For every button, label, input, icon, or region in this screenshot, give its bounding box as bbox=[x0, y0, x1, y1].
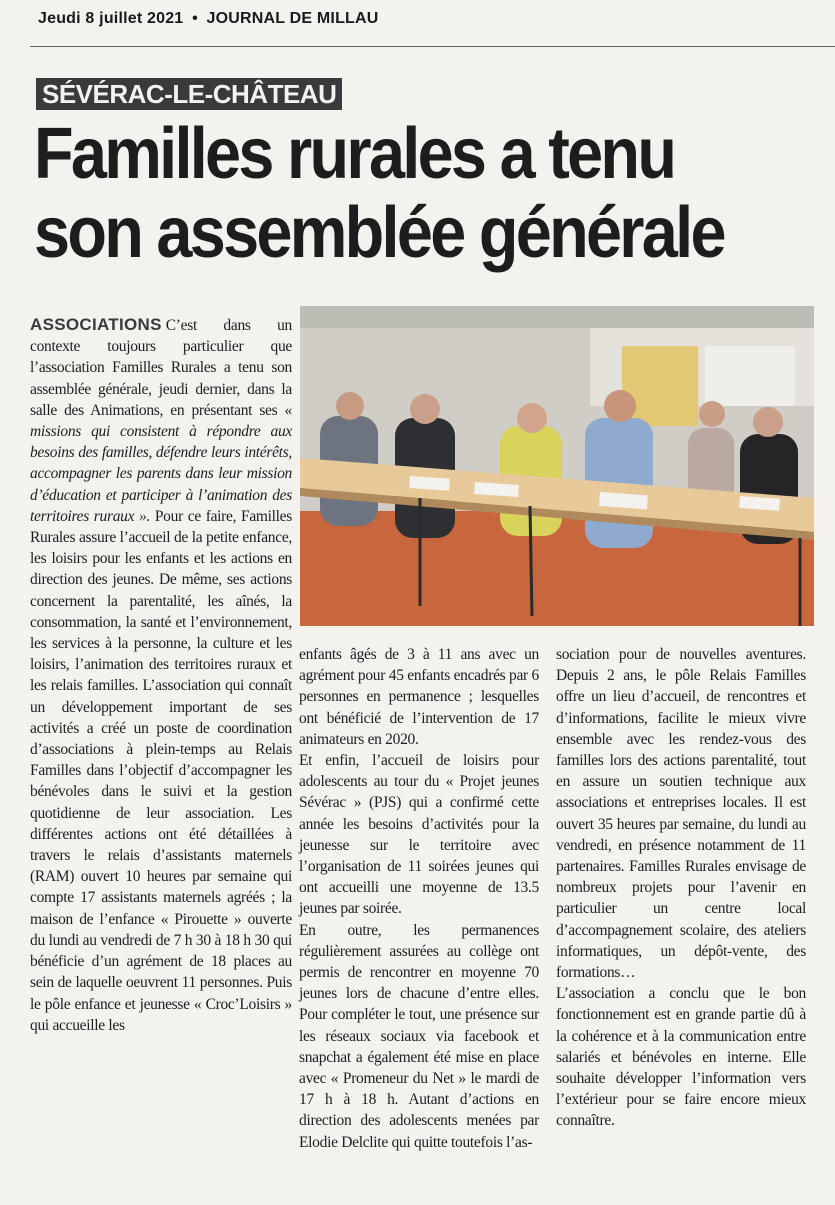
col2-paragraph-2: Et enfin, l’accueil de loisirs pour adolescents au tour du « Projet jeunes Sévérac » (PJS) qui a confirmé cette année les besoins d’activités pour la jeunesse sur le territoire avec l’organisation de 11 soirées jeunes qui ont accueilli une moyenne de 13.5 jeunes par soirée. bbox=[299, 752, 539, 918]
article-column-1 bbox=[30, 314, 292, 1036]
location-kicker: SÉVÉRAC-LE-CHÂTEAU bbox=[36, 78, 342, 110]
person-4-head bbox=[604, 390, 636, 422]
headline-line-1: Familles rurales a tenu bbox=[34, 114, 675, 194]
assembly-photo bbox=[300, 306, 814, 626]
col1-text-start: C’est dans un contexte toujours particulier que l’association Familles Rurales a tenu son assemblée générale, jeudi dernier, dans la salle des Animations, en présentant ses « bbox=[30, 317, 292, 419]
person-5-head bbox=[699, 401, 725, 427]
article-column-2 bbox=[299, 644, 539, 1153]
header-rule bbox=[30, 46, 835, 47]
page-header bbox=[38, 10, 379, 28]
lead-word: ASSOCIATIONS bbox=[30, 315, 162, 334]
photo-window bbox=[705, 346, 795, 406]
issue-date: Jeudi 8 juillet 2021 bbox=[38, 10, 184, 27]
article-column-3 bbox=[556, 644, 806, 1132]
article-paragraph bbox=[30, 314, 292, 1036]
col2-paragraph-1: enfants âgés de 3 à 11 ans avec un agrément pour 45 enfants encadrés par 6 personnes en permanence ; lesquelles ont bénéficié de l’intervention de 17 animateurs en 2020. bbox=[299, 646, 539, 748]
col2-paragraph-3: En outre, les permanences régulièrement assurées au collège ont permis de rencontrer en moyenne 70 jeunes lors de chacune d’entre elles. Pour compléter le tout, une présence sur les réseaux sociaux via facebook et snapchat a également été mise en place avec « Promeneur du Net » le mardi de 17 h à 18 h. Autant d’actions en direction des adolescents menées par Elodie Delclite qui quitte toutefois l’as- bbox=[299, 921, 539, 1151]
person-3-head bbox=[517, 403, 547, 433]
publication-name: JOURNAL DE MILLAU bbox=[206, 10, 379, 27]
header-bullet: • bbox=[192, 10, 198, 27]
photo-ceiling-band bbox=[300, 306, 814, 328]
col3-paragraph-2: L’association a conclu que le bon fonctionnement est en grande partie dû à la cohérence et à la communication entre salariés et bénévoles en interne. Elle souhaite développer l’information vers l’extérieur pour se faire encore mieux connaître. bbox=[556, 985, 806, 1130]
headline-line-2: son assemblée générale bbox=[34, 193, 724, 273]
table-leg-2 bbox=[530, 506, 532, 616]
col1-text-end: Pour ce faire, Familles Rurales assure l’accueil de la petite enfance, les loisirs pour les enfants et les actions en direction des jeunes. De même, ses actions concernent la parentalité, les aînés, la consommation, la santé et l’environnement, les services à la personne, la culture et les loisirs, l’animation des territoires ruraux et les relais familles. L’association qui connaît un développement important de ses activités a créé un poste de coordination d’associations à plein-temps au Relais Familles dans l’objectif d’accompagner les bénévoles dans le suivi et la gestion quotidienne de leur association. Les différentes actions ont été détaillées à travers le relais d’assistants maternels (RAM) ouvert 10 heures par semaine qui compte 17 assistants maternels agréés ; la maison de l’enfance « Pirouette » ouverte du lundi au vendredi de 7 h 30 à 18 h 30 qui bénéficie d’un agrément de 18 places au sein de laquelle oeuvrent 11 personnes. Puis le pôle enfance et jeunesse « Croc’Loisirs » qui accueille les bbox=[30, 507, 292, 1034]
person-6-head bbox=[753, 407, 783, 437]
col3-paragraph-1: sociation pour de nouvelles aventures. Depuis 2 ans, le pôle Relais Familles offre un lieu d’accueil, de rencontres et d’informations, facilite le mieux vivre ensemble avec les rendez-vous des familles lors des actions parentalité, tout en assure un soutien technique aux associations et entreprises locales. Il est ouvert 35 heures par semaine, du lundi au vendredi, en présence notamment de 11 partenaires. Familles Rurales envisage de nombreux projets pour l’avenir en particulier un centre local d’accompagnement scolaire, des ateliers informatiques, un dépôt-vente, des formations… bbox=[556, 646, 806, 982]
article-headline bbox=[34, 115, 745, 273]
col1-quote: missions qui consistent à répondre aux besoins des familles, défendre leurs intérêts, accompagner les parents dans leur mission d’éducation et participer à l’animation des territoires ruraux ». bbox=[30, 423, 292, 525]
person-2-head bbox=[410, 394, 440, 424]
person-1-head bbox=[336, 392, 364, 420]
